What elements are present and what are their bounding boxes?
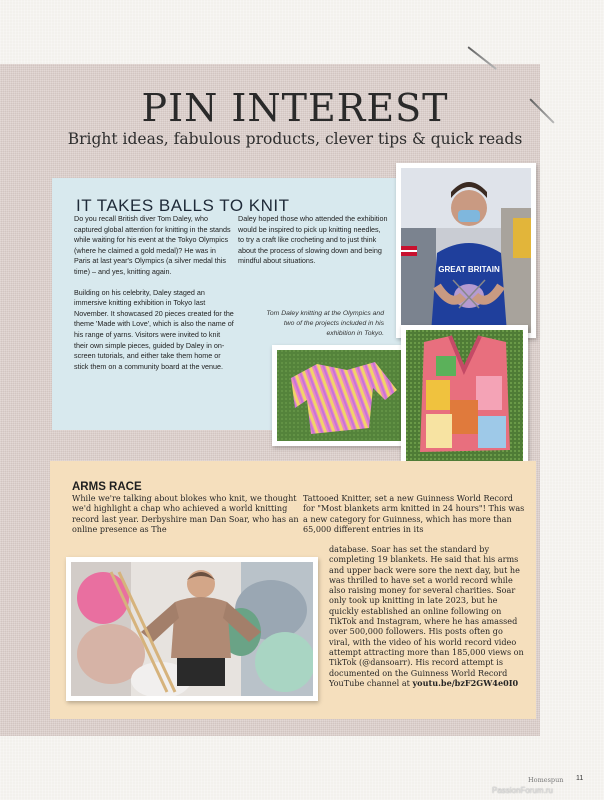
page-number: 11	[576, 775, 584, 782]
page-title: PIN INTEREST	[141, 86, 449, 130]
article-column-1: While we're talking about blokes who knit, we thought we'd highlight a chap who achieved a world knitting record last year. Derbyshire man Dan Soar, who has an online presence as The	[72, 493, 299, 534]
article-column-1	[74, 214, 234, 382]
youtube-link[interactable]: youtu.be/bzF2GW4e0I0	[412, 677, 519, 688]
photo-caption: Tom Daley knitting at the Olympics and two of the projects included in his exhibition in Tokyo.	[266, 310, 384, 337]
shirt-text: GREAT BRITAIN	[438, 265, 500, 274]
photo-vest	[401, 325, 528, 471]
article-column-2	[238, 214, 388, 277]
article-paragraph: Do you recall British diver Tom Daley, who captured global attention for knitting in the stands while waiting for his event at the Tokyo Olympics (where he claimed a gold medal)? He was in Paris at last year's Olympics (a silver medal this time) – and yes, knitting again.	[74, 214, 231, 276]
article-paragraph: database. Soar has set the standard by completing 19 blankets. He said that his arms and upper back were sore the next day, but he was thrilled to have set a world record while also raising money for several charities. Soar only took up knitting in late 2023, but he quickly established an online following on TikTok and Instagram, where he has amassed over 500,000 followers. His posts often go viral, with the video of his world record video attempt attracting more than 185,000 views on TikTok (@dansoarr). His record attempt is documented on the Guinness World Record YouTube channel at	[329, 544, 524, 688]
article-column-3	[329, 544, 525, 688]
article-heading: IT TAKES BALLS TO KNIT	[76, 196, 290, 215]
article-paragraph: Daley hoped those who attended the exhibition would be inspired to pick up knitting needles, to try a craft like crocheting and to just think about the process of slowing down and being mindful about situations.	[238, 214, 388, 266]
magazine-name: Homespun	[528, 776, 564, 784]
watermark: PassionForum.ru	[492, 786, 553, 795]
article-heading: ARMS RACE	[72, 481, 142, 493]
article-paragraph: Building on his celebrity, Daley staged an immersive knitting exhibition in Tokyo last November. It showcased 20 pieces created for the theme 'Made with Love', which is also the name of his range of yarns. Visitors were invited to knit their own simple pieces, guided by Daley in on-screen tutorials, and either take them home or stick them on a community board at the venue.	[74, 287, 234, 371]
photo-sweater	[272, 345, 409, 446]
article-column-2: Tattooed Knitter, set a new Guinness World Record for "Most blankets arm knitted in 24 hours"! This was a new category for Guinness, which has more than 65,000 different entries in its	[303, 493, 525, 534]
page-subtitle: Bright ideas, fabulous products, clever tips & quick reads	[67, 130, 523, 148]
photo-tom-daley	[396, 163, 536, 338]
photo-dan-soar	[66, 557, 318, 701]
